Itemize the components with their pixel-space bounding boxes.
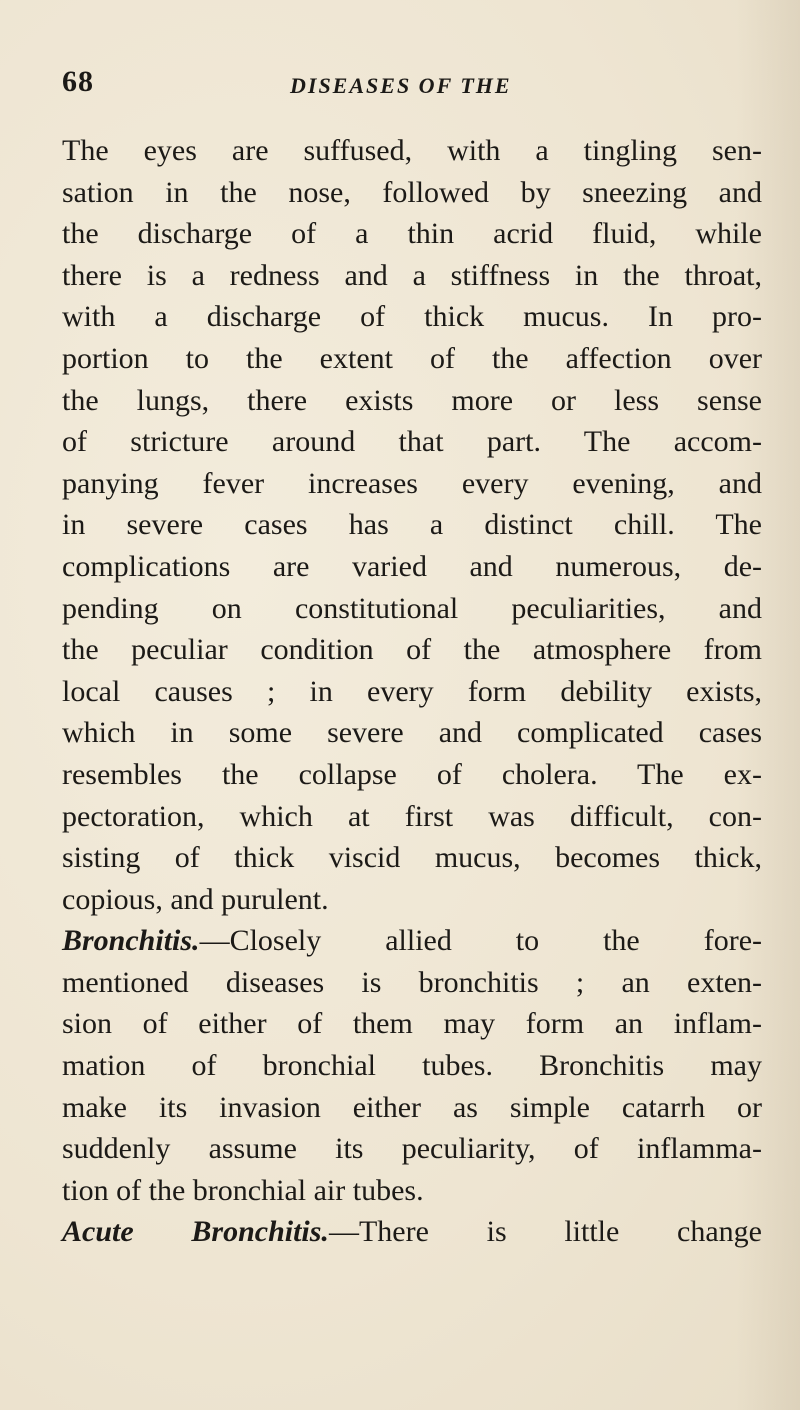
text-line: tion of the bronchial air tubes.	[62, 1173, 424, 1207]
text-line: pectoration, which at first was difficult, con-	[62, 799, 762, 833]
text-line: sion of either of them may form an inflam-	[62, 1007, 762, 1041]
acute-bronchitis-line	[62, 1211, 762, 1253]
text-line: resembles the collapse of cholera. The ex-	[62, 757, 762, 791]
text-line: sation in the nose, followed by sneezing and	[62, 175, 762, 209]
body-text	[62, 130, 762, 1253]
text-line: sisting of thick viscid mucus, becomes thick,	[62, 841, 762, 875]
text-line: suddenly assume its peculiarity, of inflamma-	[62, 1132, 762, 1166]
text-line: complications are varied and numerous, de-	[62, 549, 762, 583]
text-line: pending on constitutional peculiarities, and	[62, 591, 762, 625]
text-line: portion to the extent of the affection over	[62, 341, 762, 375]
text-line: the discharge of a thin acrid fluid, while	[62, 217, 762, 251]
text-line: the lungs, there exists more or less sense	[62, 383, 762, 417]
running-head	[0, 62, 800, 102]
text-line: of stricture around that part. The accom-	[62, 425, 762, 459]
text-line: panying fever increases every evening, and	[62, 466, 762, 500]
text-line: local causes ; in every form debility exists,	[62, 674, 762, 708]
section-heading-acute-bronchitis: Acute Bronchitis.	[62, 1215, 329, 1249]
text-line: which in some severe and complicated cases	[62, 716, 762, 750]
text-line: The eyes are suffused, with a tingling sen-	[62, 134, 762, 167]
text-line: with a discharge of thick mucus. In pro-	[62, 300, 762, 334]
text-line: there is a redness and a stiffness in the throat,	[62, 258, 762, 292]
section-heading-bronchitis: Bronchitis.	[62, 924, 200, 958]
text-line: make its invasion either as simple catarrh or	[62, 1090, 762, 1124]
text-line: the peculiar condition of the atmosphere from	[62, 633, 762, 667]
text-line: in severe cases has a distinct chill. The	[62, 508, 762, 542]
page-number: 68	[62, 65, 94, 98]
text-line: mation of bronchial tubes. Bronchitis may	[62, 1049, 762, 1083]
running-title: DISEASES OF THE	[290, 73, 512, 98]
text-line: mentioned diseases is bronchitis ; an exten-	[62, 965, 762, 999]
text-run: —There is little change	[328, 1215, 762, 1249]
text-line: copious, and purulent.	[62, 882, 329, 916]
text-run: —Closely allied to the fore-	[199, 924, 762, 958]
bronchitis-line	[62, 920, 762, 962]
